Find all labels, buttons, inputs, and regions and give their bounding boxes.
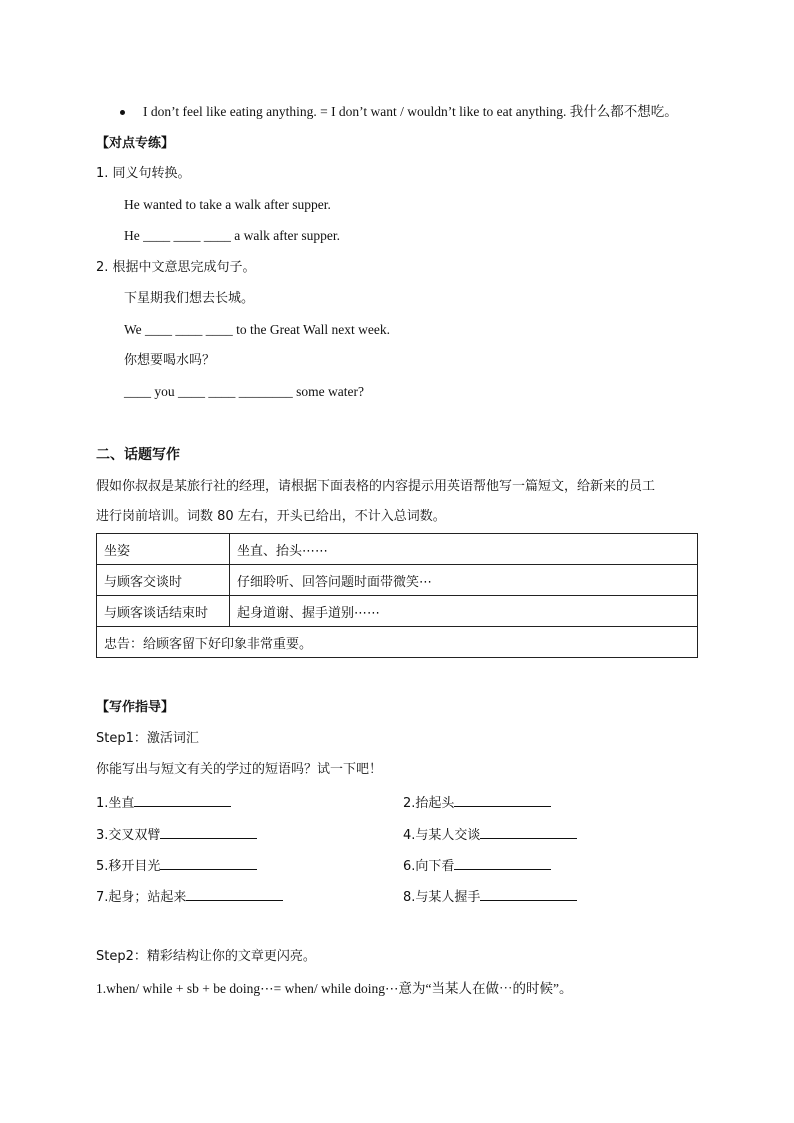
table-cell-value: 坐直、抬头⋯⋯ bbox=[230, 534, 698, 565]
phrase-item: 8.与某人握手 bbox=[403, 886, 577, 907]
question-1-blank-sentence: He ____ ____ ____ a walk after supper. bbox=[124, 228, 340, 243]
step-1-prompt: 你能写出与短文有关的学过的短语吗？试一下吧！ bbox=[96, 762, 383, 777]
section-2-intro-line-1: 假如你叔叔是某旅行社的经理，请根据下面表格的内容提示用英语帮他写一篇短文，给新来的员工 bbox=[96, 479, 656, 494]
answer-blank bbox=[454, 792, 551, 807]
phrase-item: 5.移开目光 bbox=[96, 855, 257, 876]
table-row bbox=[97, 627, 698, 658]
answer-blank bbox=[134, 792, 231, 807]
answer-blank bbox=[480, 886, 577, 901]
section-2-title: 二、话题写作 bbox=[96, 447, 180, 463]
bullet-dot bbox=[120, 110, 125, 115]
step-1: Step1：激活词汇 bbox=[96, 731, 199, 746]
question-1-sentence: He wanted to take a walk after supper. bbox=[124, 197, 331, 212]
phrase-item: 7.起身；站起来 bbox=[96, 886, 283, 907]
table-row bbox=[97, 565, 698, 596]
phrase-item: 2.抬起头 bbox=[403, 792, 551, 813]
phrase-item: 3.交叉双臂 bbox=[96, 824, 257, 845]
table-cell-value: 仔细聆听、回答问题时面带微笑⋯ bbox=[230, 565, 698, 596]
guide-heading: 【写作指导】 bbox=[96, 700, 175, 715]
phrase-item: 1.坐直 bbox=[96, 792, 231, 813]
question-2-chinese-2: 你想要喝水吗？ bbox=[124, 353, 216, 368]
table-cell-key: 与顾客谈话结束时 bbox=[97, 596, 230, 627]
answer-blank bbox=[160, 855, 257, 870]
topic-table bbox=[96, 533, 698, 658]
practice-heading: 【对点专练】 bbox=[96, 136, 175, 151]
question-2-label: 2. 根据中文意思完成句子。 bbox=[96, 260, 256, 275]
structure-1: 1.when/ while + sb + be doing⋯= when/ while doing⋯意为“当某人在做⋯的时候”。 bbox=[96, 981, 573, 996]
answer-blank bbox=[186, 886, 283, 901]
question-1-label: 1. 同义句转换。 bbox=[96, 166, 191, 181]
phrase-item: 6.向下看 bbox=[403, 855, 551, 876]
answer-blank bbox=[160, 824, 257, 839]
question-2-english-1: We ____ ____ ____ to the Great Wall next week. bbox=[124, 322, 391, 337]
question-2-english-2: ____ you ____ ____ ________ some water? bbox=[124, 384, 364, 399]
table-cell-value: 起身道谢、握手道别⋯⋯ bbox=[230, 596, 698, 627]
table-advice-cell: 忠告：给顾客留下好印象非常重要。 bbox=[97, 627, 698, 658]
step-2: Step2：精彩结构让你的文章更闪亮。 bbox=[96, 949, 316, 964]
table-row bbox=[97, 596, 698, 627]
question-2-chinese-1: 下星期我们想去长城。 bbox=[124, 291, 255, 306]
section-2-intro-line-2: 进行岗前培训。词数 80 左右，开头已给出，不计入总词数。 bbox=[96, 509, 446, 524]
table-cell-key: 与顾客交谈时 bbox=[97, 565, 230, 596]
table-cell-key: 坐姿 bbox=[97, 534, 230, 565]
answer-blank bbox=[454, 855, 551, 870]
answer-blank bbox=[480, 824, 577, 839]
table-row bbox=[97, 534, 698, 565]
phrase-item: 4.与某人交谈 bbox=[403, 824, 577, 845]
bullet-line: I don’t feel like eating anything. = I don’t want / wouldn’t like to eat anything. 我什么都不想吃。 bbox=[143, 104, 678, 119]
